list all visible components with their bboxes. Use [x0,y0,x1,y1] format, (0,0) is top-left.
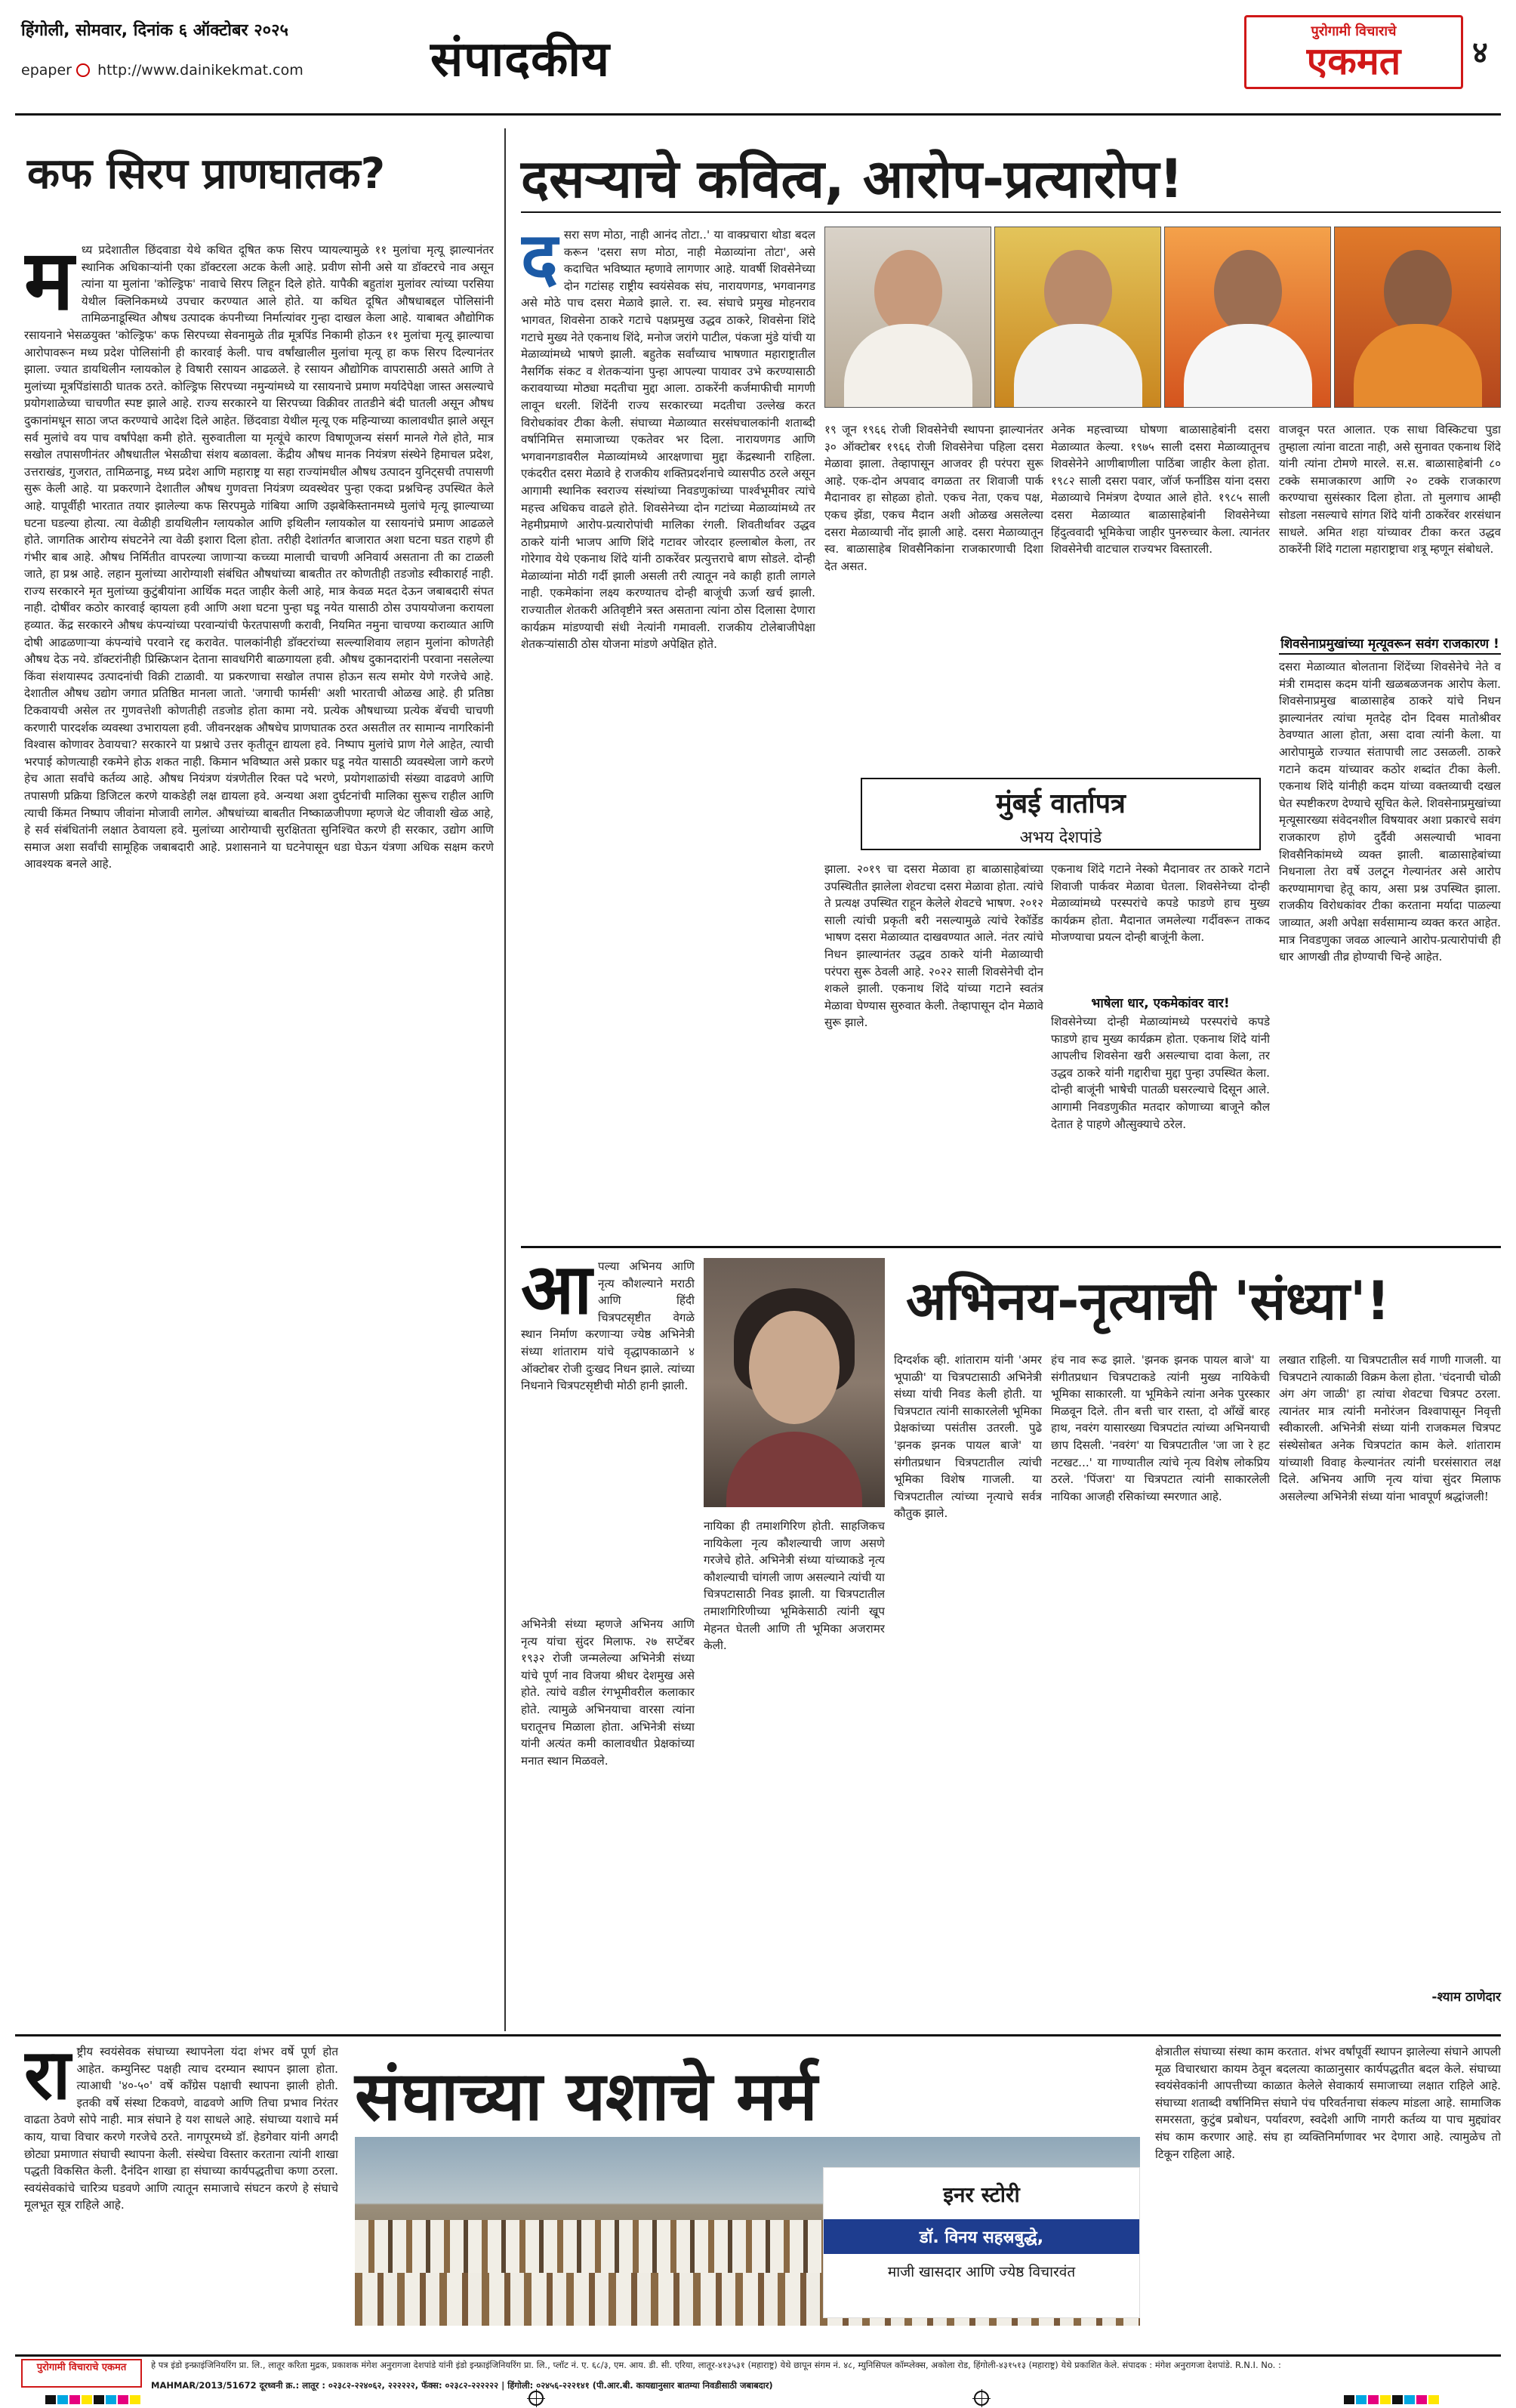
author-title: माजी खासदार आणि ज्येष्ठ विचारवंत [887,2264,1076,2280]
sandhya-column-5 [1279,1352,1501,1971]
dasara-col3-text: अनेक महत्त्वाच्या घोषणा बाळासाहेबांनी दसरा मेळाव्यात केल्या. १९७५ साली दसरा मेळाव्यातूनच शिवसेनेने आणीबाणीला पाठिंबा जाहीर केला होता. १९८२ साली दसरा पवार, जॉर्ज फर्नांडिस यांना दसरा मेळाव्याचे निमंत्रण देण्यात आले होते. १९८५ साली दसरा मेळाव्यात बाळासाहेबांनी शिवसेनेच्या हिंदुत्ववादी भूमिकेचा जाहीर पुनरुच्चार केला. त्यानंतर शिवसेनेची वाटचाल राज्यभर विस्तारली. [1051,423,1270,557]
imprint-line: हे पत्र इंडो इन्फ्राइंजिनियरिंग प्रा. लि., लातूर करिता मुद्रक, प्रकाशक मंगेश अनुरागजा देशपांडे यांनी इंडो इन्फ्राइंजिनियरिंग प्रा. लि., प्लॉट नं. ए. ६८/३, एम. आय. डी. सी. एरिया, लातूर-४१३५३१ (महाराष्ट्र) येथे छापून संगम नं. ४८, म्युनिसिपल कॉम्प्लेक्स, अकोला रोड, हिंगोली-४३१५१३ (महाराष्ट्र) येथे प्रकाशित केले. संपादक : मंगेश अनुरागजा देशपांडे. R.N.I. No. : [151,2360,1281,2370]
dasara-head-rule [521,211,1501,213]
dasara-column-2 [824,421,1043,791]
column-author: अभय देशपांडे [1019,828,1102,847]
website-link[interactable]: http://www.dainikekmat.com [97,62,304,79]
column-divider [504,128,506,2031]
dasara-col4-bottom-text: दसरा मेळाव्यात बोलताना शिंदेंच्या शिवसेनेचे नेते व मंत्री रामदास कदम यांनी खळबळजनक आरोप केला. शिवसेनाप्रमुख बाळासाहेब ठाकरे यांचे निधन झाल्यानंतर त्यांचा मृतदेह दोन दिवस मातोश्रीवर ठेवण्यात आला होता, असा दावा त्यांनी केला. या आरोपामुळे राज्यात संतापाची लाट उसळली. ठाकरे गटाने कदम यांच्यावर कठोर शब्दांत टीका केली. एकनाथ शिंदे यांनीही कदम यांच्या वक्तव्याची दखल घेत स्पष्टीकरण देण्याचे सूचित केले. शिवसेनाप्रमुखांच्या मृत्यूसारख्या संवेदनशील विषयावर अशा प्रकारचे सवंग राजकारण होणे दुर्दैवी असल्याची भावना शिवसैनिकांमध्ये व्यक्त झाली. बाळासाहेबांच्या निधनाला तेरा वर्षे उलटून गेल्यानंतर असे आरोप करण्यामागचा हेतू काय, असा प्रश्न उपस्थित झाला. राजकीय विरोधकांवर टीका करताना मर्यादा पाळल्या जाव्यात, अशी अपेक्षा सर्वसामान्य व्यक्त करत आहेत. मात्र निवडणुका जवळ आल्याने आरोप-प्रत्यारोपांची ही धार आणखी तीव्र होण्याची चिन्हे आहेत. [1279,660,1501,964]
sandhya-byline: -श्याम ठाणेदार [1431,1990,1501,2005]
sandhya-col2-text: नायिका ही तमाशगिरिण होती. साहजिकच नायिकेला नृत्य कौशल्याची जाण असणे गरजेचे होते. अभिनेत्री संध्या यांच्याकडे नृत्य कौशल्याची चांगली जाण असल्याने त्यांची या चित्रपटासाठी निवड झाली. या चित्रपटातील तमाशगिरिणीच्या भूमिकेसाठी त्यांनी खूप मेहनत घेतली आणि ती भूमिका अजरामर केली. [704,1519,885,1653]
sandhya-column-1 [521,1258,695,1605]
dasara-col3b-text: एकनाथ शिंदे गटाने नेस्को मैदानावर तर ठाकरे गटाने शिवाजी पार्कवर मेळावा घेतला. शिवसेनेच्या दोन्ही मेळाव्यांमध्ये परस्परांचे कपडे फाडणे हाच मुख्य कार्यक्रम होता. मैदानात जमलेल्या गर्दीवरून ताकद मोजण्याचा प्रयत्न दोन्ही बाजूंनी केला. [1051,862,1270,945]
dasara-col2-text: १९ जून १९६६ रोजी शिवसेनेची स्थापना झाल्यानंतर ३० ऑक्टोबर १९६६ रोजी शिवसेनेचा पहिला दसरा मेळावा झाला. तेव्हापासून आजवर ही परंपरा सुरू आहे. एक-दोन अपवाद वगळता तर शिवाजी पार्क मैदानावर हा सोहळा होतो. एकच नेता, एकच पक्ष, एकच झेंडा, एकच मैदान अशी ओळख असलेल्या दसरा मेळाव्याची नोंद झाली आहे. दसरा मेळाव्यातून स्व. बाळासाहेब शिवसैनिकांना राजकारणाची दिशा देत असत. [824,423,1043,573]
footer-brand: पुरोगामी विचाराचे एकमत [21,2359,142,2388]
dasara-photo-strip [824,227,1501,408]
speaker-photo [1334,227,1501,408]
sandhya-column-1b [521,1616,695,2016]
dasara-column-4-bottom [1279,658,1501,1240]
dasara-column-2b [824,861,1043,1238]
cough-syrup-body [24,242,494,2009]
dasara-headline: दसऱ्याचे कवित्व, आरोप-प्रत्यारोप! [521,148,1184,210]
rss-col5-text: क्षेत्रातील संघाच्या संस्था काम करतात. शंभर वर्षांपूर्वी स्थापन झालेल्या संघाने आपली मूळ विचारधारा कायम ठेवून बदलत्या काळानुसार कार्यपद्धतीत बदल केले. संघाच्या स्वयंसेवकांनी आपत्तीच्या काळात केलेले सेवाकार्य समाजाच्या लक्षात राहिले आहे. संघाच्या शताब्दी वर्षानिमित्त संघाने पंच परिवर्तनाचा संकल्प मांडला आहे. सामाजिक समरसता, कुटुंब प्रबोधन, पर्यावरण, स्वदेशी आणि नागरी कर्तव्य या पाच मुद्द्यांवर संघ काम करणार आहे. संघ हा व्यक्तिनिर्माणावर भर देणारा आहे. त्यामुळेच तो टिकून राहिला आहे. [1155,2045,1501,2161]
dasara-col2b-text: झाला. २०१९ चा दसरा मेळावा हा बाळासाहेबांच्या उपस्थितीत झालेला शेवटचा दसरा मेळावा होता. त्यांचे ते प्रत्यक्ष उपस्थित राहून केलेले शेवटचे भाषण. २०१२ साली त्यांची प्रकृती बरी नसल्यामुळे त्यांचे रेकॉर्डेड भाषण दसरा मेळाव्यात दाखवण्यात आले. नंतर त्यांचे निधन झाल्यानंतर उद्धव ठाकरे यांनी मेळाव्याची परंपरा सुरू ठेवली आहे. २०२२ साली शिवसेनेची दोन शकले झाली. एकनाथ शिंदे यांच्या गटाने स्वतंत्र मेळावा घेण्यास सुरुवात केली. तेव्हापासून दोन मेळावे सुरू झाले. [824,862,1043,1030]
sandhya-column-4 [1051,1352,1270,2016]
rss-headline: संघाच्या यशाचे मर्म [355,2057,818,2136]
sandhya-col4-text: हंच नाव रूढ झाले. 'झनक झनक पायल बाजे' या संगीतप्रधान चित्रपटाकडे त्यांनी मुख्य नायिकेची भूमिका साकारली. या भूमिकेने त्यांना अनेक पुरस्कार मिळवून दिले. तीन बत्ती चार रास्ता, दो आँखें बारह हाथ, नवरंग यासारख्या चित्रपटांत त्यांच्या अभिनयाची छाप दिसली. 'नवरंग' या चित्रपटातील 'जा जा रे हट नटखट...' या गाण्यातील त्यांचे नृत्य विशेष लोकप्रिय ठरले. 'पिंजरा' या चित्रपटात त्यांनी साकारलेली नायिका आजही रसिकांच्या स्मरणात आहे. [1051,1353,1270,1503]
brand-name: एकमत [1306,39,1401,83]
dasara-subhead: शिवसेनाप्रमुखांच्या मृत्यूवरून सवंग राजकारण ! [1279,634,1501,655]
inner-story-label: इनर स्टोरी [943,2182,1020,2207]
globe-icon [76,63,90,77]
sandhya-column-3 [894,1352,1042,2016]
speaker-photo [1164,227,1331,408]
masthead-left [21,18,414,109]
rss-col1-text: ष्ट्रीय स्वयंसेवक संघाच्या स्थापनेला यंदा शंभर वर्षे पूर्ण होत आहेत. कम्युनिस्ट पक्षही त्याच दरम्यान स्थापन झाला होता. त्याआधी '४०-५०' वर्षे काँग्रेस पक्षाची स्थापना झाली होती. इतकी वर्षे संस्था टिकवणे, वाढवणे आणि तिचा प्रभाव निरंतर वाढता ठेवणे सोपे नाही. मात्र संघाने हे यश साधले आहे. संघाच्या यशाचे मर्म काय, याचा विचार करणे गरजेचे ठरते. नागपूरमध्ये डॉ. हेडगेवार यांनी अगदी छोट्या प्रमाणात संघाची स्थापना केली. संस्थेचा विस्तार करताना त्यांनी शाखा पद्धती विकसित केली. दैनंदिन शाखा हा संघाच्या कार्यपद्धतीचा कणा ठरला. स्वयंसेवकांचे चारित्र्य घडवणे आणि त्यातून समाजाचे संघटन करणे हे संघाचे मूलभूत सूत्र राहिले आहे. [24,2045,338,2212]
drop-cap: रा [24,2043,71,2115]
dasara-column-3 [1051,421,1270,776]
dasara-column-1 [521,227,815,1238]
page-number: ४ [1472,35,1488,70]
sandhya-headline: अभिनय-नृत्याची 'संध्या'! [906,1270,1391,1332]
registration-line: MAHMAR/2013/51672 दूरध्वनी क्र.: लातूर : ०२३८२-२२४०६२, २२२२२२, फॅक्स: ०२३८२-२२२२२२ | हिंगोली: ०२४५६-२२२१४१ (पी.आर.बी. कायद्यानुसार बातम्या निवडीसाठी जबाबदार) [151,2380,773,2391]
drop-cap: आ [521,1258,593,1330]
section-divider [521,1246,1501,1248]
header-divider [15,113,1501,116]
sandhya-col1-text: पल्या अभिनय आणि नृत्य कौशल्याने मराठी आणि हिंदी चित्रपटसृष्टीत वेगळे स्थान निर्माण करणाऱ्या ज्येष्ठ अभिनेत्री संध्या शांताराम यांचे वृद्धापकाळाने ४ ऑक्टोबर रोजी दुःखद निधन झाले. त्यांच्या निधनाने चित्रपटसृष्टीची मोठी हानी झाली. [521,1259,695,1393]
sandhya-col3-text: दिग्दर्शक व्ही. शांताराम यांनी 'अमर भूपाळी' या चित्रपटासाठी अभिनेत्री संध्या यांची निवड केली होती. या चित्रपटात त्यांनी साकारलेली भूमिका प्रेक्षकांच्या पसंतीस उतरली. पुढे 'झनक झनक पायल बाजे' या संगीतप्रधान चित्रपटातील त्यांची भूमिका विशेष गाजली. या चित्रपटातील त्यांच्या नृत्याचे सर्वत्र कौतुक झाले. [894,1353,1042,1521]
epaper-label: epaper [21,62,72,79]
sandhya-col1b-text: अभिनेत्री संध्या म्हणजे अभिनय आणि नृत्य यांचा सुंदर मिलाफ. २७ सप्टेंबर १९३२ रोजी जन्मलेल्या अभिनेत्री संध्या यांचे पूर्ण नाव विजया श्रीधर देशमुख असे होते. त्यांचे वडील रंगभूमीवरील कलाकार होते. त्यामुळे अभिनयाचा वारसा त्यांना घरातूनच मिळाला होता. अभिनेत्री संध्या यांनी अत्यंत कमी कालावधीत प्रेक्षकांच्या मनात स्थान मिळवले. [521,1617,695,1768]
color-bar [1344,2395,1439,2404]
sandhya-col5-text: लखात राहिली. या चित्रपटातील सर्व गाणी गाजली. या चित्रपटाने त्याकाळी विक्रम केला होता. 'चंदनाची चोळी अंग अंग जाळी' हा त्यांचा शेवटचा चित्रपट ठरला. त्यानंतर मात्र त्यांनी मनोरंजन विश्वापासून निवृत्ती स्वीकारली. अभिनेत्री संध्या यांनी राजकमल चित्रपट संस्थेसोबत अनेक चित्रपटांत काम केले. शांताराम यांच्याशी विवाह केल्यानंतर त्यांनी घरसंसारात लक्ष दिले. अभिनय आणि नृत्य यांचा सुंदर मिलाफ असलेल्या अभिनेत्री संध्या यांना भावपूर्ण श्रद्धांजली! [1279,1353,1501,1503]
registration-mark-icon [974,2391,989,2406]
cough-syrup-text: ध्य प्रदेशातील छिंदवाडा येथे कथित दूषित कफ सिरप प्यायल्यामुळे ११ मुलांचा मृत्यू झाल्यानंतर स्थानिक अधिकाऱ्यांनी एका डॉक्टरला अटक केली आहे. प्रवीण सोनी असे या डॉक्टरचे नाव असून त्यांना या मुलांना 'कोल्ड्रिफ' नावाचे सिरप लिहून दिले होते. यापैकी बहुतांश मुलांवर त्यांच्या परसिया येथील क्लिनिकमध्ये उपचार करण्यात आले होते. या कथित दूषित औषधाबद्दल पोलिसांनी तामिळनाडूस्थित औषध उत्पादक कंपनीच्या निर्मात्यांवर गुन्हा दाखल केला आहे. याबाबत औद्योगिक रसायनाने भेसळयुक्त 'कोल्ड्रिफ' कफ सिरपच्या सेवनामुळे तीव्र मूत्रपिंड निकामी होऊन ११ मुलांचा मृत्यू झाल्याचा आरोपावरून मध्य प्रदेश पोलिसांनी ही कारवाई केली. पाच वर्षांखालील मुलांचा मृत्यू हा कफ सिरप दिल्यानंतर झाला. ज्यात डायथिलीन ग्लायकोल हे विषारी रसायन आढळले. हे रसायन औद्योगिक वापरासाठी असते आणि ते मुलांच्या मूत्रपिंडांसाठी घातक ठरते. कोल्ड्रिफ सिरपच्या नमुन्यांमध्ये या रसायनाचे प्रमाण मर्यादेपेक्षा जास्त असल्याचे प्रयोगशाळेच्या चाचणीत स्पष्ट झाले आहे. राज्य सरकारने या सिरपच्या विक्रीवर तातडीने बंदी घातली असून औषध दुकानांमधून साठा जप्त करण्याचे आदेश दिले आहेत. छिंदवाडा येथील मृत्यू एक महिन्याच्या कालावधीत झाले असून सर्व मुलांचे वय पाच वर्षांपेक्षा कमी होते. सुरुवातीला या मृत्यूंचे कारण विषाणूजन्य संसर्ग मानले गेले होते, मात्र सखोल तपासणीनंतर औषधातील भेसळीचा संशय बळावला. केंद्रीय औषध मानक नियंत्रण संस्थेने हिमाचल प्रदेश, उत्तराखंड, गुजरात, तामिळनाडू, मध्य प्रदेश आणि महाराष्ट्र या सहा राज्यांमधील औषध उत्पादन युनिट्सची तपासणी सुरू केली आहे. या प्रकरणाने देशातील औषध गुणवत्ता नियंत्रण व्यवस्थेवर पुन्हा एकदा प्रश्नचिन्ह उपस्थित केले आहे. यापूर्वीही भारतात तयार झालेल्या कफ सिरपमुळे गांबिया आणि उझबेकिस्तानमध्ये मुलांचे मृत्यू झाल्याच्या घटना घडल्या होत्या. त्या वेळीही डायथिलीन ग्लायकोल आणि इथिलीन ग्लायकोल या रसायनांचे प्रमाण आढळले होते. जागतिक आरोग्य संघटनेने त्या वेळी इशारा दिला होता. तरीही देशांतर्गत बाजारात अशा घटना घडत राहणे ही गंभीर बाब आहे. औषध निर्मितीत वापरल्या जाणाऱ्या कच्च्या मालाची चाचणी अनिवार्य असताना ती का टाळली जाते, हा प्रश्न आहे. लहान मुलांच्या आरोग्याशी संबंधित औषधांच्या बाबतीत तर कोणतीही तडजोड स्वीकारार्ह नाही. राज्य सरकारने मृत मुलांच्या कुटुंबीयांना आर्थिक मदत जाहीर केली आहे, मात्र केवळ मदत देऊन जबाबदारी संपत नाही. दोषींवर कठोर कारवाई व्हायला हवी आणि अशा घटना पुन्हा घडू नयेत यासाठी ठोस उपाययोजना करायला हव्यात. केंद्र सरकारने औषध कंपन्यांच्या परवान्यांची फेरतपासणी करावी, नियमित नमुना चाचण्या कराव्यात आणि दोषी आढळणाऱ्या कंपन्यांचे परवाने रद्द करावेत. पालकांनीही डॉक्टरांच्या सल्ल्याशिवाय लहान मुलांना कोणतेही औषध देऊ नये. डॉक्टरांनीही प्रिस्क्रिप्शन देताना सावधगिरी बाळगायला हवी. औषध दुकानदारांनी परवाना नसलेल्या किंवा संशयास्पद उत्पादनांची विक्री टाळावी. या प्रकरणाचा सखोल तपास होऊन सत्य समोर येणे गरजेचे आहे. देशातील औषध उद्योग जगात प्रतिष्ठित मानला जातो. 'जगाची फार्मसी' अशी भारताची ओळख आहे. ही प्रतिष्ठा टिकवायची असेल तर गुणवत्तेशी कोणतीही तडजोड होता कामा नये. प्रत्येक औषधाच्या प्रत्येक बॅचची चाचणी करणारी पारदर्शक व्यवस्था उभारायला हवी. जीवनरक्षक औषधेच प्राणघातक ठरत असतील तर सामान्य नागरिकांनी विश्वास कोणावर ठेवायचा? सरकारने या प्रश्नाचे उत्तर कृतीतून द्यायला हवे. निष्पाप मुलांचे प्राण गेले आहेत, त्याची भरपाई कोणत्याही रकमेने होऊ शकत नाही. किमान भविष्यात असे प्रकार घडू नयेत यासाठी व्यवस्थेला जागे करणे हेच आता सर्वांचे कर्तव्य आहे. औषध नियंत्रण यंत्रणेतील रिक्त पदे भरणे, प्रयोगशाळांची संख्या वाढवणे आणि तपासणी प्रक्रिया डिजिटल करणे याकडेही लक्ष द्यायला हवे. अन्यथा अशा दुर्घटनांची मालिका सुरूच राहील आणि त्याची किंमत निष्पाप जीवांना मोजावी लागेल. औषधांच्या बाबतीत निष्काळजीपणा म्हणजे थेट जीवाशी खेळ आहे, हे सर्व संबंधितांनी लक्षात ठेवायला हवे. मुलांच्या आरोग्याची सुरक्षितता सुनिश्चित करणे ही सरकार, उद्योग आणि समाज अशा सर्वांची सामूहिक जबाबदारी आहे. प्रशासनाने या घटनेपासून धडा घेऊन यंत्रणा अधिक सक्षम करणे आवश्यक बनले आहे. [24,243,494,871]
cough-syrup-headline: कफ सिरप प्राणघातक? [27,150,386,199]
color-bar [45,2395,140,2404]
section-title: संपादकीय [430,32,611,88]
drop-cap: म [24,242,74,328]
dasara-col1-text: सरा सण मोठा, नाही आनंद तोटा..' या वाक्प्रचारा थोडा बदल करून 'दसरा सण मोठा, नाही मेळाव्यांना तोटा', असे कदाचित भविष्यात म्हणावे लागणार आहे. यावर्षी शिवसेनेच्या दोन गटांसह राष्ट्रीय स्वयंसेवक संघ, नारायणगड, भगवानगड असे मोठे पाच दसरा मेळावे झाले. रा. स्व. संघाचे प्रमुख मोहनराव भागवत, शिवसेना ठाकरे गटाचे पक्षप्रमुख उद्धव ठाकरे, शिवसेना शिंदे गटाचे मुख्य नेते एकनाथ शिंदे, मनोज जरांगे पाटील, पंकजा मुंडे यांची या मेळाव्यांमध्ये भाषणे झाली. बहुतेक सर्वांच्याच भाषणात महाराष्ट्रातील नैसर्गिक संकट व शेतकऱ्यांना पुन्हा आपल्या पायावर उभे करण्यासाठी करावयाच्या मोठ्या मदतीचा मुद्दा आला. ठाकरेंनी कर्जमाफीची मागणी लावून धरली. शिंदेंनी राज्य सरकारच्या मदतीचा उल्लेख करत विरोधकांवर टीका केली. संघाच्या मेळाव्यात सरसंघचालकांनी शताब्दी वर्षानिमित्त समाजाच्या एकतेवर भर दिला. नारायणगड आणि भगवानगडावरील मेळाव्यांमध्ये आरक्षणाचा मुद्दा केंद्रस्थानी राहिला. एकंदरीत दसरा मेळावे हे राजकीय शक्तिप्रदर्शनाचे व्यासपीठ ठरले असून आगामी स्थानिक स्वराज्य संस्थांच्या निवडणुकांच्या पार्श्वभूमीवर त्यांचे महत्त्व अधिकच वाढले होते. शिवसेनेच्या दोन गटांच्या मेळाव्यांमध्ये तर नेहमीप्रमाणे आरोप-प्रत्यारोपांची मालिका रंगली. शिवतीर्थावर उद्धव ठाकरे यांनी भाजप आणि शिंदे गटावर जोरदार हल्लाबोल केला, तर गोरेगाव येथे एकनाथ शिंदे यांनी ठाकरेंवर प्रत्युत्तराचे बाण सोडले. दोन्ही मेळाव्यांना मोठी गर्दी झाली असली तरी त्यातून नवे काही हाती लागले नाही. एकमेकांना लक्ष्य करण्यातच दोन्ही बाजूंची ऊर्जा खर्च झाली. राज्यातील शेतकरी अतिवृष्टीने त्रस्त असताना त्यांना ठोस दिलासा देणारा कार्यक्रम मांडण्याची संधी नेत्यांनी गमावली. राजकीय टोलेबाजीपेक्षा शेतकऱ्यांसाठी ठोस योजना मांडणे अपेक्षित होते. [521,228,815,652]
inner-story-box [823,2167,1140,2318]
column-name-box [861,778,1261,850]
drop-cap: द [521,227,558,298]
dasara-col3c-text: शिवसेनेच्या दोन्ही मेळाव्यांमध्ये परस्परांचे कपडे फाडणे हाच मुख्य कार्यक्रम होता. एकनाथ शिंदे यांनी आपलीच शिवसेना खरी असल्याचा दावा केला, तर उद्धव ठाकरे यांनी गद्दारीचा मुद्दा पुन्हा उपस्थित केला. दोन्ही बाजूंनी भाषेची पातळी घसरल्याचे दिसून आले. आगामी निवडणुकीत मतदार कोणाच्या बाजूने कौल देतात हे पाहणे औत्सुक्याचे ठरेल. [1051,1015,1270,1131]
actress-portrait [704,1258,885,1507]
pull-quote: भाषेला धार, एकमेकांवर वार! [1091,996,1230,1011]
dasara-column-4-top [1279,421,1501,625]
speaker-photo [824,227,991,408]
dasara-column-3c [1051,1013,1270,1238]
rss-column-1 [24,2043,338,2353]
brand-tagline: पुरोगामी विचाराचे [1311,23,1397,39]
dasara-column-3b [1051,861,1270,988]
brand-logo [1244,15,1463,89]
dateline: हिंगोली, सोमवार, दिनांक ६ ऑक्टोबर २०२५ [21,21,288,40]
speaker-photo [994,227,1161,408]
column-name: मुंबई वार्तापत्र [996,788,1126,819]
rss-column-5 [1155,2043,1501,2353]
sandhya-column-2 [704,1518,885,2016]
epaper-line [21,62,414,79]
dasara-col4-top-text: वाजवून परत आलात. एक साधा विस्किटचा पुडा तुम्हाला त्यांना वाटता नाही, असे सुनावत एकनाथ शिंदे यांनी त्यांना टोमणे मारले. स.स. बाळासाहेबांनी ८० टक्के समाजकारण आणि २० टक्के राजकारण करण्याचा सुसंस्कार दिला होता. तो मुलगाच आम्ही सोडला नसल्याचे सांगत शिंदे यांनी ठाकरेंवर शरसंधान साधले. अमित शहा यांच्यावर टीका करत उद्धव ठाकरेंनी शिंदे गटाला महाराष्ट्राचा शत्रू म्हणून संबोधले. [1279,423,1501,557]
author-name: डॉ. विनय सहस्रबुद्धे, [824,2219,1139,2254]
section-divider [15,2034,1501,2036]
registration-mark-icon [528,2391,544,2406]
